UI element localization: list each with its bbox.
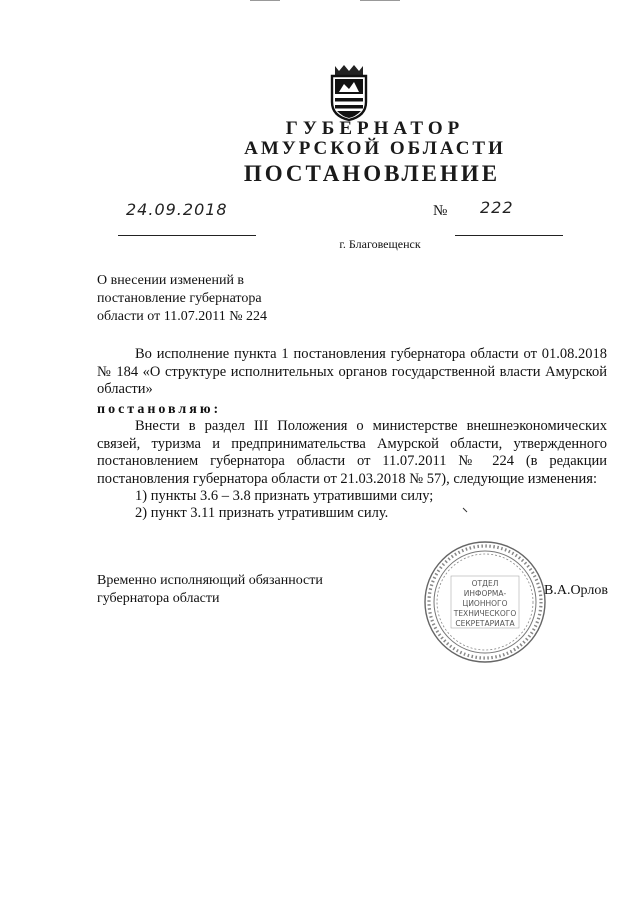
scan-mark — [250, 0, 280, 1]
coat-of-arms-icon — [325, 62, 373, 122]
signatory-role-line: губернатора области — [97, 591, 220, 606]
seal-text: ТЕХНИЧЕСКОГО — [453, 609, 517, 618]
number-underline — [455, 215, 563, 236]
resolve-word: постановляю: — [97, 402, 222, 417]
subject-line: О внесении изменений в — [97, 273, 245, 288]
document-subject — [97, 272, 267, 326]
seal-text: СЕКРЕТАРИАТА — [455, 619, 515, 628]
number-label: № — [433, 203, 448, 219]
seal-text: ОТДЕЛ — [471, 579, 499, 588]
official-seal-icon — [423, 540, 547, 664]
city: г. Благовещенск — [339, 237, 421, 251]
pen-mark-icon — [462, 507, 468, 513]
list-item: 2) пункт 3.11 признать утратившим силу. — [135, 505, 389, 521]
scan-mark — [360, 0, 400, 1]
list-item: 1) пункты 3.6 – 3.8 признать утратившими силу; — [135, 488, 434, 504]
region-title: АМУРСКОЙ ОБЛАСТИ — [244, 138, 506, 159]
document-number: 222 — [480, 198, 514, 217]
signatory-role — [97, 572, 323, 608]
document-date: 24.09.2018 — [126, 200, 228, 219]
seal-text: ЦИОННОГО — [462, 599, 508, 608]
document-type: ПОСТАНОВЛЕНИЕ — [243, 161, 501, 186]
authority-title: ГУБЕРНАТОР — [285, 118, 465, 139]
seal-text: ИНФОРМА- — [463, 589, 507, 598]
main-paragraph: Внести в раздел III Положения о министерстве внешнеэкономических связей, туризма и предпринимательства Амурской области, утвержденного постановлением губернатора области от 11.07.2011 № 224 (в редакции постановления губернатора области от 21.03.2018 № 57), следующие изменения: — [97, 418, 607, 487]
signatory-name: В.А.Орлов — [544, 583, 608, 598]
subject-line: постановление губернатора — [97, 291, 262, 306]
subject-line: области от 11.07.2011 № 224 — [97, 309, 268, 324]
signatory-role-line: Временно исполняющий обязанности — [97, 573, 323, 588]
preamble-paragraph: Во исполнение пункта 1 постановления губернатора области от 01.08.2018 № 184 «О структуре исполнительных органов государственной власти Амурской области» — [97, 346, 607, 397]
